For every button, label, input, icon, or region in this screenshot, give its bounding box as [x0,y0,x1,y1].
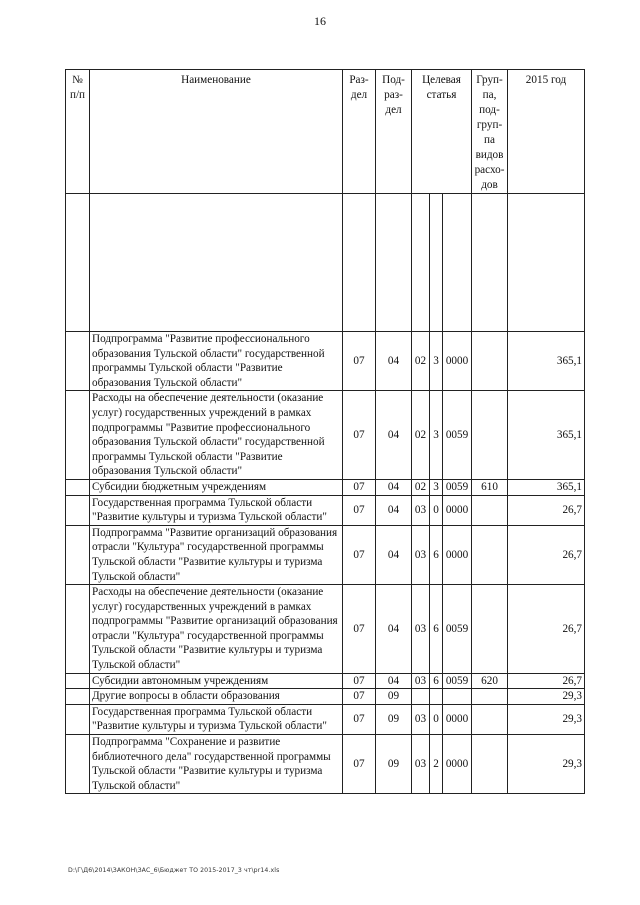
cell-cs3: 0059 [443,479,472,495]
cell-cs2: 3 [430,391,443,480]
header-name: Наименование [90,70,343,194]
cell-amount: 29,3 [508,704,585,734]
table-row [66,332,585,391]
cell-cs2: 6 [430,525,443,584]
table-row [66,673,585,689]
cell-cs3: 0000 [443,704,472,734]
cell-group [472,704,508,734]
cell-podrazdel: 04 [376,332,412,391]
cell-cs1: 02 [412,332,430,391]
cell-amount: 29,3 [508,735,585,794]
cell-cs3: 0059 [443,585,472,674]
cell-num [66,479,90,495]
cell-podrazdel: 09 [376,689,412,705]
table-row [66,525,585,584]
header-razdel: Раз- дел [343,70,376,194]
table-row [66,704,585,734]
header-tselevaya-statya: Целевая статья [412,70,472,194]
cell-amount: 26,7 [508,495,585,525]
cell-name: Государственная программа Тульской области "Развитие культуры и туризма Тульской области" [90,495,343,525]
cell-num [66,332,90,391]
cell-podrazdel: 04 [376,673,412,689]
page-number: 16 [314,14,326,28]
header-year: 2015 год [508,70,585,194]
cell-num [66,495,90,525]
cell-name: Расходы на обеспечение деятельности (оказание услуг) государственных учреждений в рамках подпрограммы "Развитие организаций образования отрасли "Культура" государственной программы Тульской области "Развитие культуры и туризма Тульской области" [90,585,343,674]
cell-name: Подпрограмма "Развитие профессионального образования Тульской области" государственной программы Тульской области "Развитие образования Тульской области" [90,332,343,391]
cell-podrazdel: 04 [376,391,412,480]
cell-cs1: 03 [412,704,430,734]
table-row [66,479,585,495]
header-podrazdel: Под- раз- дел [376,70,412,194]
cell-amount: 365,1 [508,391,585,480]
cell-name: Государственная программа Тульской области "Развитие культуры и туризма Тульской области" [90,704,343,734]
cell-razdel: 07 [343,332,376,391]
table-row [66,495,585,525]
cell-name: Расходы на обеспечение деятельности (оказание услуг) государственных учреждений в рамках подпрограммы "Развитие профессионального образования Тульской области" государственной программы Тульской области "Развитие образования Тульской области" [90,391,343,480]
cell-cs1: 03 [412,525,430,584]
cell-razdel: 07 [343,689,376,705]
cell-cs3: 0000 [443,525,472,584]
cell-razdel: 07 [343,525,376,584]
cell-group [472,391,508,480]
cell-razdel: 07 [343,585,376,674]
cell-cs2: 6 [430,673,443,689]
cell-num [66,673,90,689]
cell-group [472,332,508,391]
cell-name: Субсидии автономным учреждениям [90,673,343,689]
cell-cs2: 3 [430,479,443,495]
cell-cs1: 03 [412,673,430,689]
cell-group: 620 [472,673,508,689]
cell-razdel: 07 [343,391,376,480]
budget-table [65,69,585,794]
cell-num [66,689,90,705]
cell-cs3: 0000 [443,332,472,391]
table-body [66,194,585,794]
footer-file-path: D:\Г\Д6\2014\ЗАКОН\ЗАС_6\Бюджет ТО 2015-2017_3 чт\pr14.xls [68,867,280,874]
cell-cs3: 0059 [443,391,472,480]
cell-cs3: 0000 [443,735,472,794]
cell-cs3 [443,689,472,705]
cell-cs2: 0 [430,704,443,734]
cell-cs2 [430,689,443,705]
cell-cs3: 0059 [443,673,472,689]
cell-podrazdel: 09 [376,735,412,794]
cell-num [66,525,90,584]
cell-name: Субсидии бюджетным учреждениям [90,479,343,495]
cell-cs1 [412,689,430,705]
cell-podrazdel: 04 [376,525,412,584]
cell-group [472,689,508,705]
cell-podrazdel: 09 [376,704,412,734]
cell-razdel: 07 [343,479,376,495]
cell-group [472,525,508,584]
cell-razdel: 07 [343,735,376,794]
table-row [66,391,585,480]
cell-razdel: 07 [343,673,376,689]
cell-cs2: 0 [430,495,443,525]
header-gruppa: Груп- па, под- груп- па видов расхо- дов [472,70,508,194]
cell-podrazdel: 04 [376,479,412,495]
header-row [66,70,585,194]
cell-amount: 29,3 [508,689,585,705]
cell-group [472,585,508,674]
table-row [66,735,585,794]
cell-podrazdel: 04 [376,585,412,674]
cell-num [66,585,90,674]
cell-amount: 365,1 [508,332,585,391]
cell-group: 610 [472,479,508,495]
cell-cs1: 02 [412,391,430,480]
cell-razdel: 07 [343,495,376,525]
table-row [66,689,585,705]
cell-podrazdel: 04 [376,495,412,525]
cell-cs2: 2 [430,735,443,794]
cell-cs1: 03 [412,735,430,794]
cell-group [472,735,508,794]
cell-amount: 26,7 [508,673,585,689]
cell-amount: 365,1 [508,479,585,495]
cell-cs2: 3 [430,332,443,391]
cell-num [66,735,90,794]
cell-razdel: 07 [343,704,376,734]
cell-cs3: 0000 [443,495,472,525]
cell-num [66,391,90,480]
cell-name: Подпрограмма "Развитие организаций образования отрасли "Культура" государственной программы Тульской области "Развитие культуры и туризма Тульской области" [90,525,343,584]
cell-num [66,704,90,734]
cell-group [472,495,508,525]
cell-cs1: 03 [412,585,430,674]
cell-cs1: 03 [412,495,430,525]
cell-amount: 26,7 [508,585,585,674]
cell-name: Подпрограмма "Сохранение и развитие библиотечного дела" государственной программы Тульской области "Развитие культуры и туризма Тульской области" [90,735,343,794]
cell-cs2: 6 [430,585,443,674]
table-row [66,585,585,674]
cell-amount: 26,7 [508,525,585,584]
header-num: № п/п [66,70,90,194]
spacer-row [66,194,585,332]
cell-cs1: 02 [412,479,430,495]
cell-name: Другие вопросы в области образования [90,689,343,705]
